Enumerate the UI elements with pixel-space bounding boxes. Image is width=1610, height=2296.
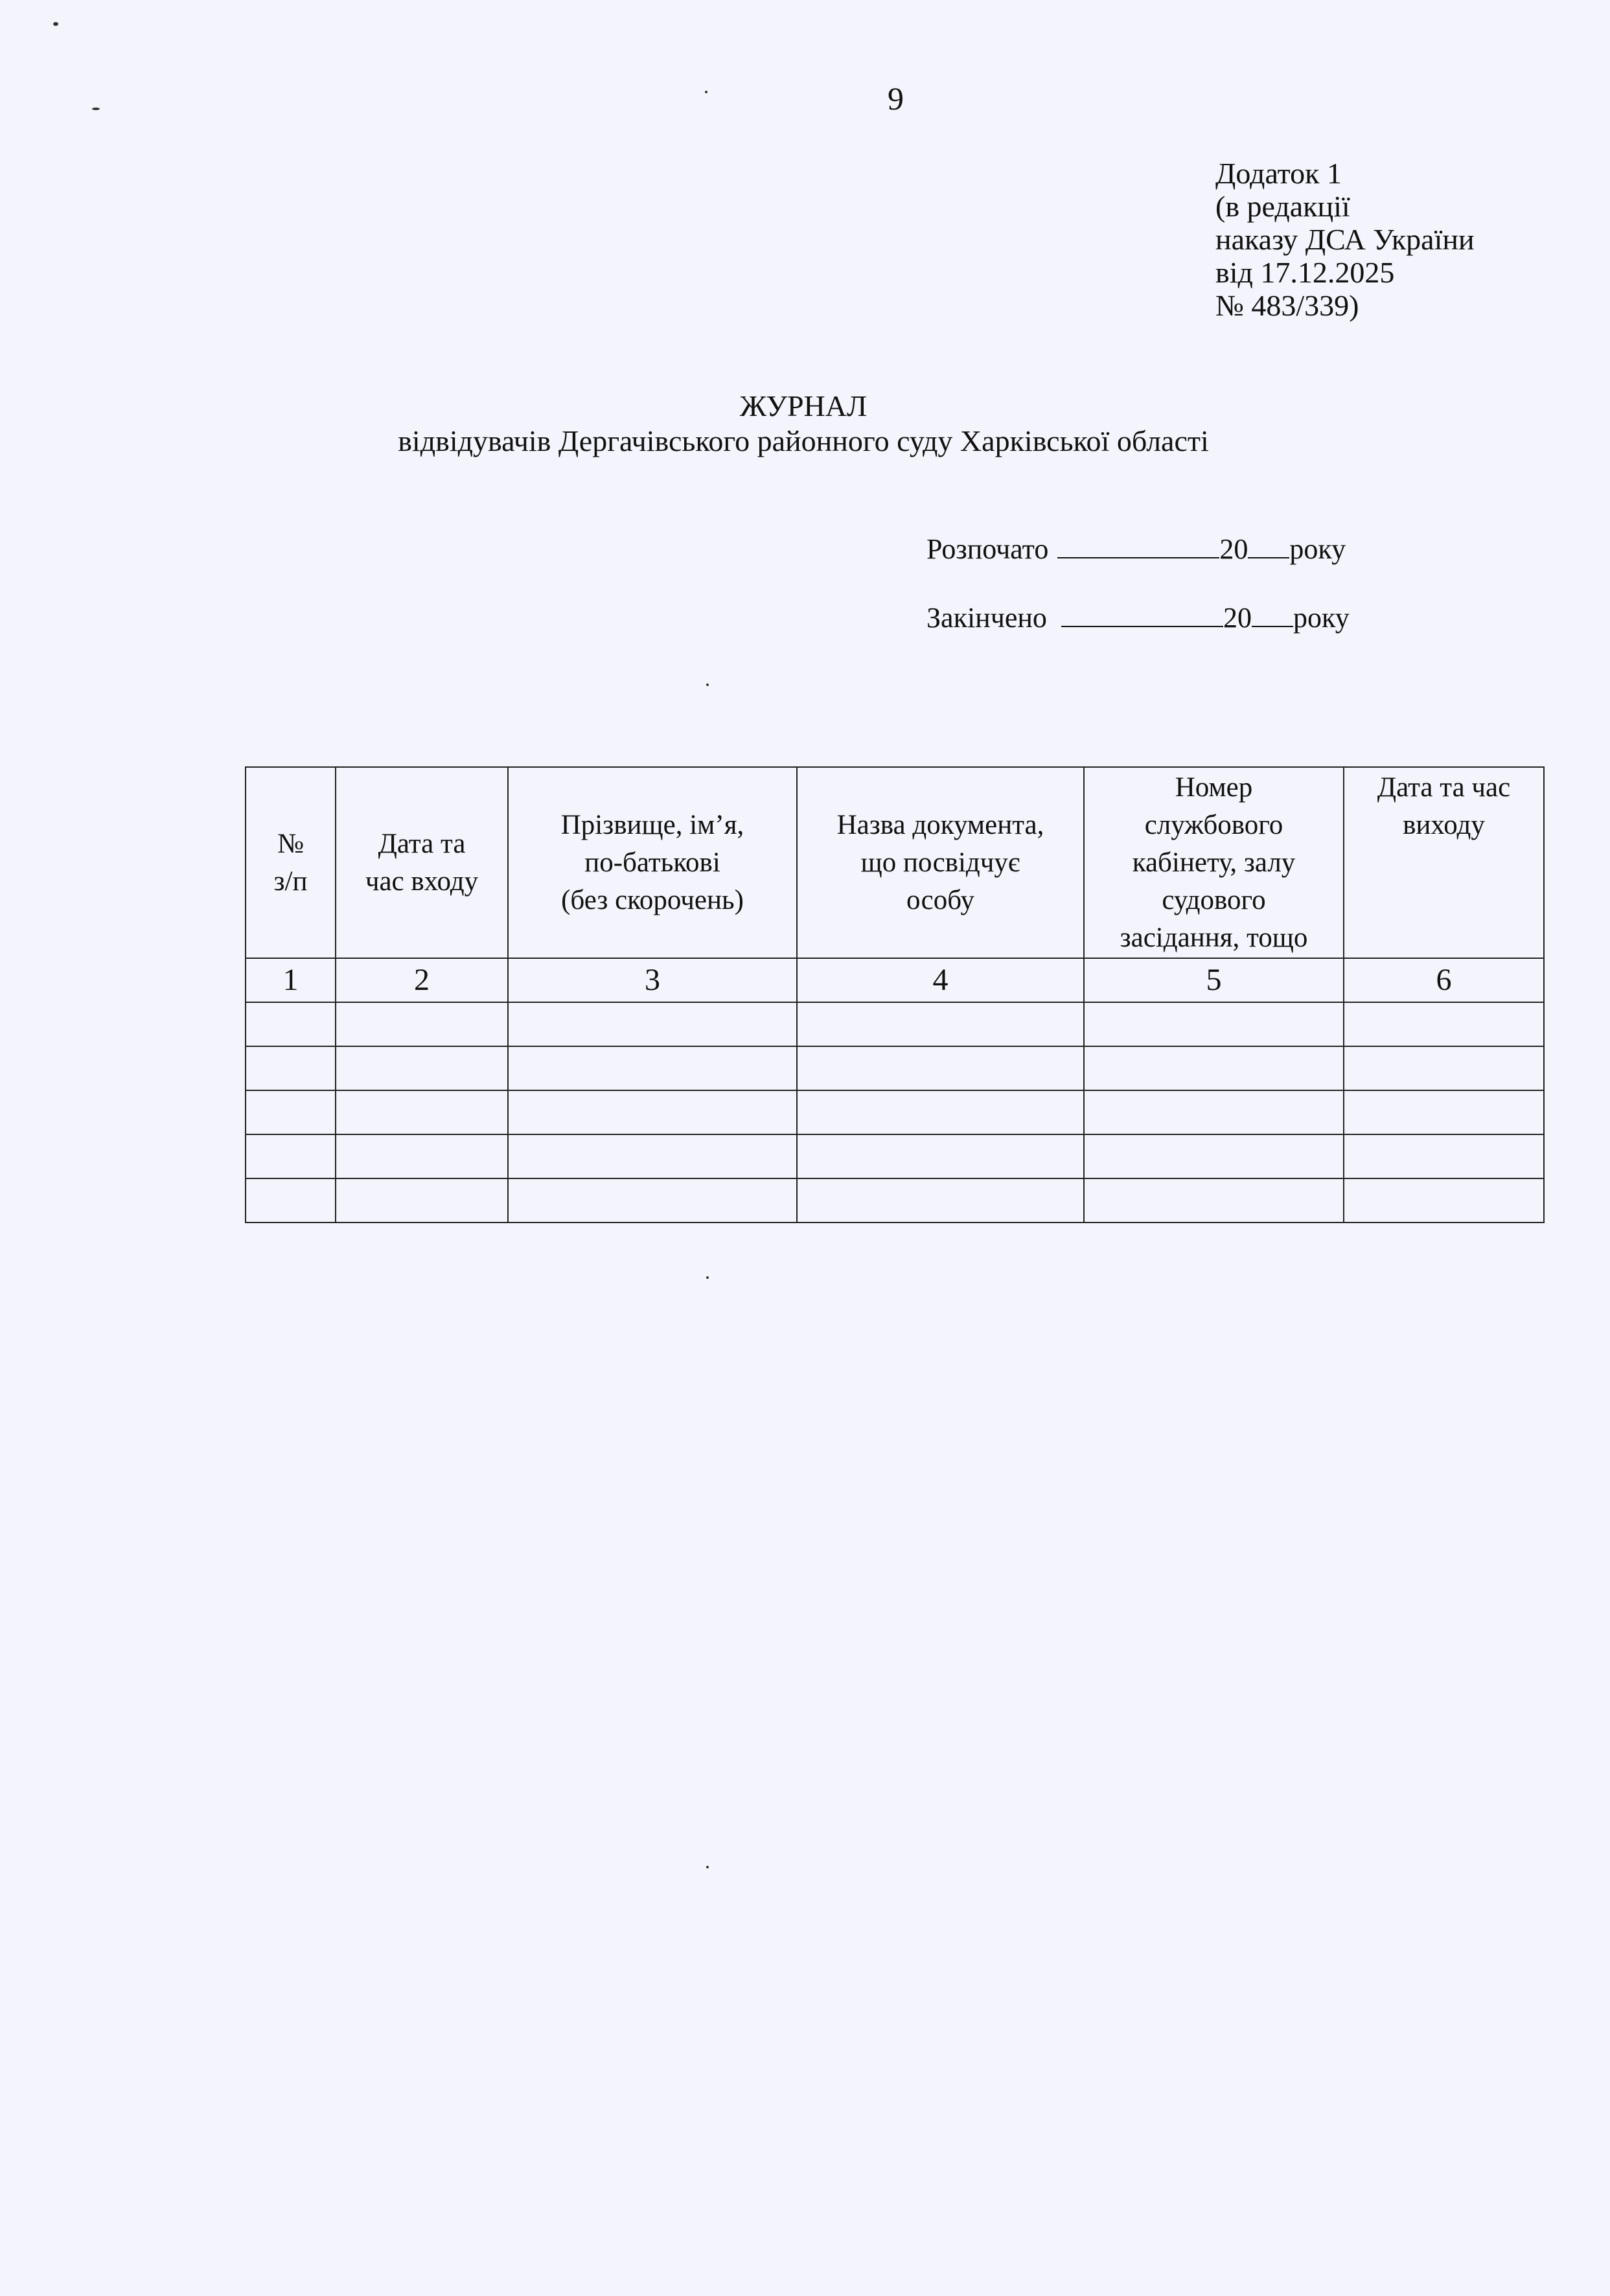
table-cell[interactable] bbox=[797, 1134, 1084, 1178]
started-year-blank[interactable] bbox=[1248, 531, 1289, 558]
ended-date-blank[interactable] bbox=[1061, 600, 1223, 627]
table-cell[interactable] bbox=[797, 1090, 1084, 1134]
column-header-line: виходу bbox=[1403, 810, 1485, 840]
year-suffix: року bbox=[1293, 602, 1350, 634]
visitor-journal-table bbox=[245, 766, 1545, 1223]
table-cell[interactable] bbox=[1344, 1002, 1544, 1046]
column-header-line: (без скорочень) bbox=[561, 884, 744, 915]
table-cell[interactable] bbox=[336, 1090, 508, 1134]
table-cell[interactable] bbox=[246, 1134, 336, 1178]
table-row bbox=[246, 1002, 1544, 1046]
table-cell[interactable] bbox=[1344, 1134, 1544, 1178]
ended-year-blank[interactable] bbox=[1252, 600, 1293, 627]
scan-speck bbox=[92, 108, 100, 110]
table-cell[interactable] bbox=[1084, 1134, 1344, 1178]
scan-speck bbox=[53, 22, 58, 26]
column-header-line: судового bbox=[1162, 885, 1266, 915]
year-prefix: 20 bbox=[1223, 602, 1252, 634]
year-suffix: року bbox=[1289, 533, 1346, 565]
table-cell[interactable] bbox=[1084, 1046, 1344, 1090]
column-number: 4 bbox=[797, 958, 1084, 1002]
table-cell[interactable] bbox=[508, 1178, 797, 1223]
table-row bbox=[246, 1046, 1544, 1090]
table-cell[interactable] bbox=[1344, 1046, 1544, 1090]
table-cell[interactable] bbox=[1084, 1178, 1344, 1223]
table-cell[interactable] bbox=[508, 1002, 797, 1046]
column-header-line: Номер bbox=[1175, 772, 1253, 803]
column-header-line: з/п bbox=[273, 866, 308, 897]
table-cell[interactable] bbox=[336, 1178, 508, 1223]
column-header-line: службового bbox=[1144, 810, 1283, 840]
column-header bbox=[1084, 767, 1344, 958]
column-header bbox=[797, 767, 1084, 958]
year-prefix: 20 bbox=[1219, 533, 1248, 565]
document-title bbox=[350, 389, 1257, 459]
table-cell[interactable] bbox=[508, 1134, 797, 1178]
table-cell[interactable] bbox=[797, 1178, 1084, 1223]
page-number: 9 bbox=[888, 80, 904, 117]
ended-label: Закінчено bbox=[926, 602, 1047, 634]
table-cell[interactable] bbox=[797, 1046, 1084, 1090]
table-cell[interactable] bbox=[246, 1178, 336, 1223]
started-date-blank[interactable] bbox=[1057, 531, 1219, 558]
column-header-line: особу bbox=[906, 884, 974, 915]
column-header-line: Дата та bbox=[378, 828, 466, 859]
column-header-line: Назва документа, bbox=[836, 809, 1044, 840]
column-header bbox=[336, 767, 508, 958]
table-cell[interactable] bbox=[1344, 1090, 1544, 1134]
addendum-line: від 17.12.2025 bbox=[1215, 256, 1395, 289]
started-row bbox=[926, 531, 1346, 566]
column-number-row bbox=[246, 958, 1544, 1002]
addendum-line: № 483/339) bbox=[1215, 289, 1359, 322]
table-cell[interactable] bbox=[508, 1090, 797, 1134]
column-header-line: час входу bbox=[365, 866, 479, 897]
scan-speck bbox=[706, 683, 709, 686]
addendum-line: Додаток 1 bbox=[1215, 157, 1342, 190]
table-row bbox=[246, 1134, 1544, 1178]
column-header-line: засідання, тощо bbox=[1120, 923, 1308, 953]
column-header bbox=[246, 767, 336, 958]
column-header-line: що посвідчує bbox=[860, 847, 1020, 878]
table-cell[interactable] bbox=[336, 1046, 508, 1090]
column-header bbox=[508, 767, 797, 958]
table-cell[interactable] bbox=[336, 1134, 508, 1178]
journal-subheading: відвідувачів Дергачівського районного суду Харківської області bbox=[398, 424, 1209, 457]
column-header-line: Прізвище, ім’я, bbox=[560, 809, 744, 840]
column-number: 5 bbox=[1084, 958, 1344, 1002]
scan-speck bbox=[706, 1276, 709, 1279]
column-number: 1 bbox=[246, 958, 336, 1002]
column-header-line: Дата та час bbox=[1377, 772, 1511, 803]
table-row bbox=[246, 1090, 1544, 1134]
table-cell[interactable] bbox=[1084, 1002, 1344, 1046]
table-cell[interactable] bbox=[246, 1046, 336, 1090]
table-cell[interactable] bbox=[1344, 1178, 1544, 1223]
addendum-note bbox=[1215, 157, 1475, 322]
column-number: 3 bbox=[508, 958, 797, 1002]
journal-heading: ЖУРНАЛ bbox=[739, 389, 868, 422]
ended-row bbox=[926, 600, 1350, 635]
started-label: Розпочато bbox=[926, 533, 1049, 565]
column-number: 6 bbox=[1344, 958, 1544, 1002]
scan-speck bbox=[705, 91, 707, 93]
scan-speck bbox=[706, 1866, 709, 1868]
table-cell[interactable] bbox=[246, 1002, 336, 1046]
table-cell[interactable] bbox=[797, 1002, 1084, 1046]
column-header-line: по-батькові bbox=[584, 847, 720, 878]
table-header-row bbox=[246, 767, 1544, 958]
column-header-line: кабінету, залу bbox=[1132, 847, 1296, 878]
table-cell[interactable] bbox=[336, 1002, 508, 1046]
table-cell[interactable] bbox=[508, 1046, 797, 1090]
addendum-line: наказу ДСА України bbox=[1215, 223, 1475, 256]
column-number: 2 bbox=[336, 958, 508, 1002]
addendum-line: (в редакції bbox=[1215, 190, 1350, 223]
table-cell[interactable] bbox=[1084, 1090, 1344, 1134]
column-header bbox=[1344, 767, 1544, 958]
table-row bbox=[246, 1178, 1544, 1223]
column-header-line: № bbox=[277, 828, 305, 859]
table-cell[interactable] bbox=[246, 1090, 336, 1134]
